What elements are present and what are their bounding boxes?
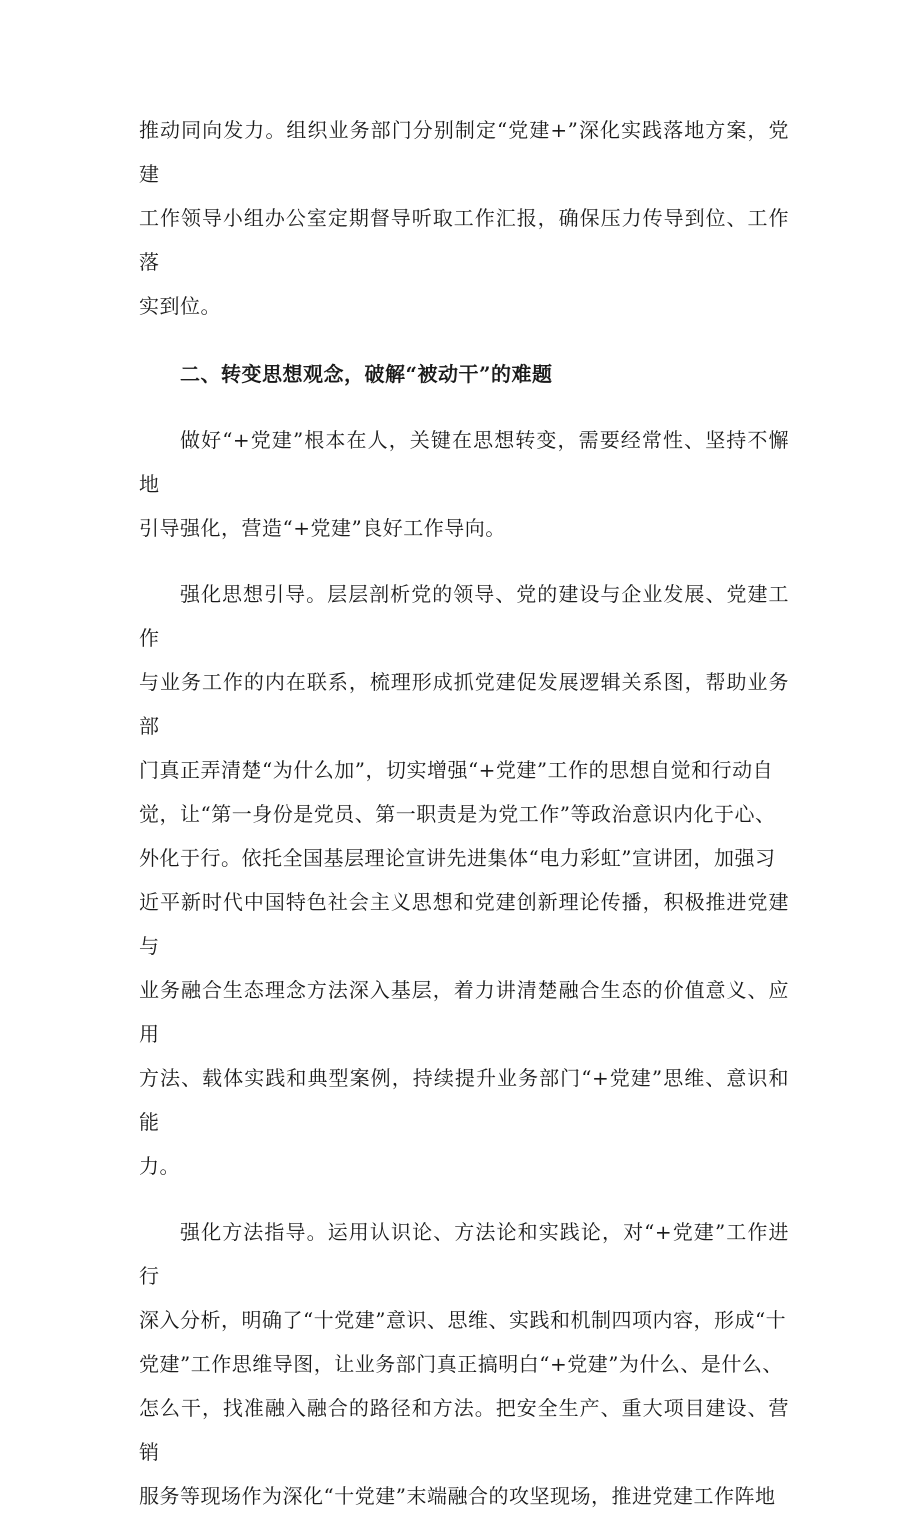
- heading-text: 二、转变思想观念，破解“被动干”的难题: [180, 362, 553, 386]
- text-line: 觉，让“第一身份是党员、第一职责是为党工作”等政治意识内化于心、: [139, 802, 776, 826]
- paragraph-continuation: [139, 108, 789, 328]
- text-line: 工作领导小组办公室定期督导听取工作汇报，确保压力传导到位、工作落: [139, 206, 789, 274]
- paragraph-thought-guidance: [139, 572, 789, 1188]
- text-line: 与业务工作的内在联系，梳理形成抓党建促发展逻辑关系图，帮助业务部: [139, 670, 789, 738]
- paragraph-method-guidance: [139, 1210, 789, 1518]
- paragraph-intro: [139, 418, 789, 550]
- text-line: 实到位。: [139, 294, 221, 318]
- text-line: 力。: [139, 1154, 180, 1178]
- document-page: [139, 108, 789, 1518]
- text-line: 深入分析，明确了“十党建”意识、思维、实践和机制四项内容，形成“十: [139, 1308, 787, 1332]
- text-line: 方法、载体实践和典型案例，持续提升业务部门“+党建”思维、意识和能: [139, 1066, 789, 1134]
- text-line: 外化于行。依托全国基层理论宣讲先进集体“电力彩虹”宣讲团，加强习: [139, 846, 776, 870]
- text-line: 强化方法指导。运用认识论、方法论和实践论，对“+党建”工作进行: [139, 1220, 789, 1288]
- text-line: 推动同向发力。组织业务部门分别制定“党建+”深化实践落地方案，党建: [139, 118, 789, 186]
- text-line: 引导强化，营造“+党建”良好工作导向。: [139, 516, 506, 540]
- text-line: 业务融合生态理念方法深入基层，着力讲清楚融合生态的价值意义、应用: [139, 978, 789, 1046]
- text-line: 门真正弄清楚“为什么加”，切实增强“+党建”工作的思想自觉和行动自: [139, 758, 774, 782]
- text-line: 近平新时代中国特色社会主义思想和党建创新理论传播，积极推进党建与: [139, 890, 789, 958]
- text-line: 怎么干，找准融入融合的路径和方法。把安全生产、重大项目建设、营销: [139, 1396, 789, 1464]
- section-heading: [139, 352, 789, 396]
- text-line: 党建”工作思维导图，让业务部门真正搞明白“+党建”为什么、是什么、: [139, 1352, 783, 1376]
- text-line: 服务等现场作为深化“十党建”末端融合的攻坚现场，推进党建工作阵地: [139, 1484, 776, 1508]
- text-line: 强化思想引导。层层剖析党的领导、党的建设与企业发展、党建工作: [139, 582, 789, 650]
- text-line: 做好“+党建”根本在人，关键在思想转变，需要经常性、坚持不懈地: [139, 428, 789, 496]
